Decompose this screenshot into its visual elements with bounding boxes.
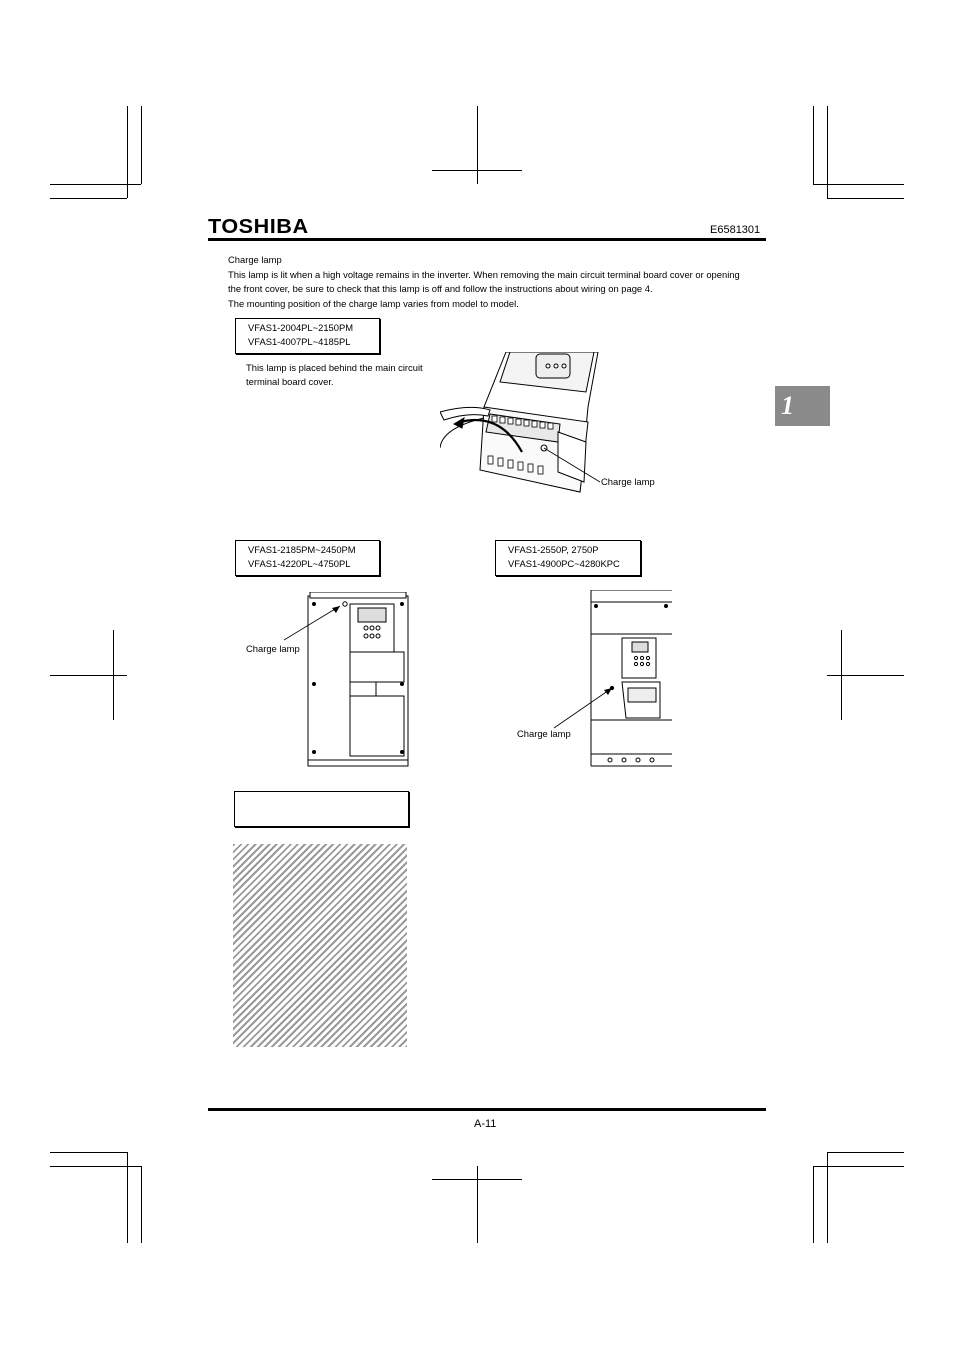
crop-mark: [477, 1166, 478, 1243]
model-box-1-line-1: VFAS1-2004PL~2150PM: [248, 322, 354, 333]
crop-mark: [827, 675, 904, 676]
model-box-3: [495, 540, 641, 576]
hatched-placeholder-image: [233, 844, 407, 1047]
section-heading: Charge lamp: [228, 254, 282, 265]
page-number: A-11: [474, 1118, 497, 1130]
intro-line-3: The mounting position of the charge lamp varies from model to model.: [228, 298, 519, 309]
footer-rule: [208, 1108, 766, 1111]
crop-mark: [141, 1166, 142, 1243]
document-number: E6581301: [710, 224, 761, 236]
callout-leader-3: [550, 684, 620, 734]
intro-line-1: This lamp is lit when a high voltage remains in the inverter. When removing the main circuit terminal board cover or opening: [228, 269, 740, 280]
crop-mark: [432, 1179, 522, 1180]
model-box-1-line-2: VFAS1-4007PL~4185PL: [248, 336, 351, 347]
crop-mark: [813, 184, 904, 185]
empty-model-box: [234, 791, 409, 827]
crop-mark: [50, 675, 127, 676]
crop-mark: [141, 106, 142, 184]
crop-mark: [50, 184, 141, 185]
crop-mark: [813, 1166, 904, 1167]
crop-mark: [432, 170, 522, 171]
header-rule: [208, 238, 766, 241]
model-box-3-line-2: VFAS1-4900PC~4280KPC: [508, 558, 620, 569]
model-box-1: [235, 318, 380, 354]
model-box-2-line-2: VFAS1-4220PL~4750PL: [248, 558, 351, 569]
crop-mark: [827, 198, 904, 199]
placement-note-line-2: terminal board cover.: [246, 376, 334, 387]
charge-lamp-callout-3: Charge lamp: [517, 728, 571, 739]
placement-note-line-1: This lamp is placed behind the main circuit: [246, 362, 423, 373]
model-box-2-line-1: VFAS1-2185PM~2450PM: [248, 544, 356, 555]
crop-mark: [50, 1166, 141, 1167]
crop-mark: [477, 106, 478, 184]
callout-leader-2: [280, 600, 350, 645]
crop-mark: [813, 1166, 814, 1243]
brand-logo: TOSHIBA: [208, 216, 309, 238]
model-box-2: [235, 540, 380, 576]
crop-mark: [50, 1152, 127, 1153]
crop-mark: [813, 106, 814, 184]
crop-mark: [827, 1152, 904, 1153]
crop-mark: [50, 198, 127, 199]
chapter-tab: 1: [775, 386, 830, 426]
model-box-3-line-1: VFAS1-2550P, 2750P: [508, 544, 599, 555]
intro-line-2: the front cover, be sure to check that this lamp is off and follow the instructions about wiring on page 4.: [228, 283, 653, 294]
charge-lamp-callout-1: Charge lamp: [601, 476, 655, 487]
charge-lamp-callout-2: Charge lamp: [246, 643, 300, 654]
inverter-illustration-large: [590, 590, 672, 768]
